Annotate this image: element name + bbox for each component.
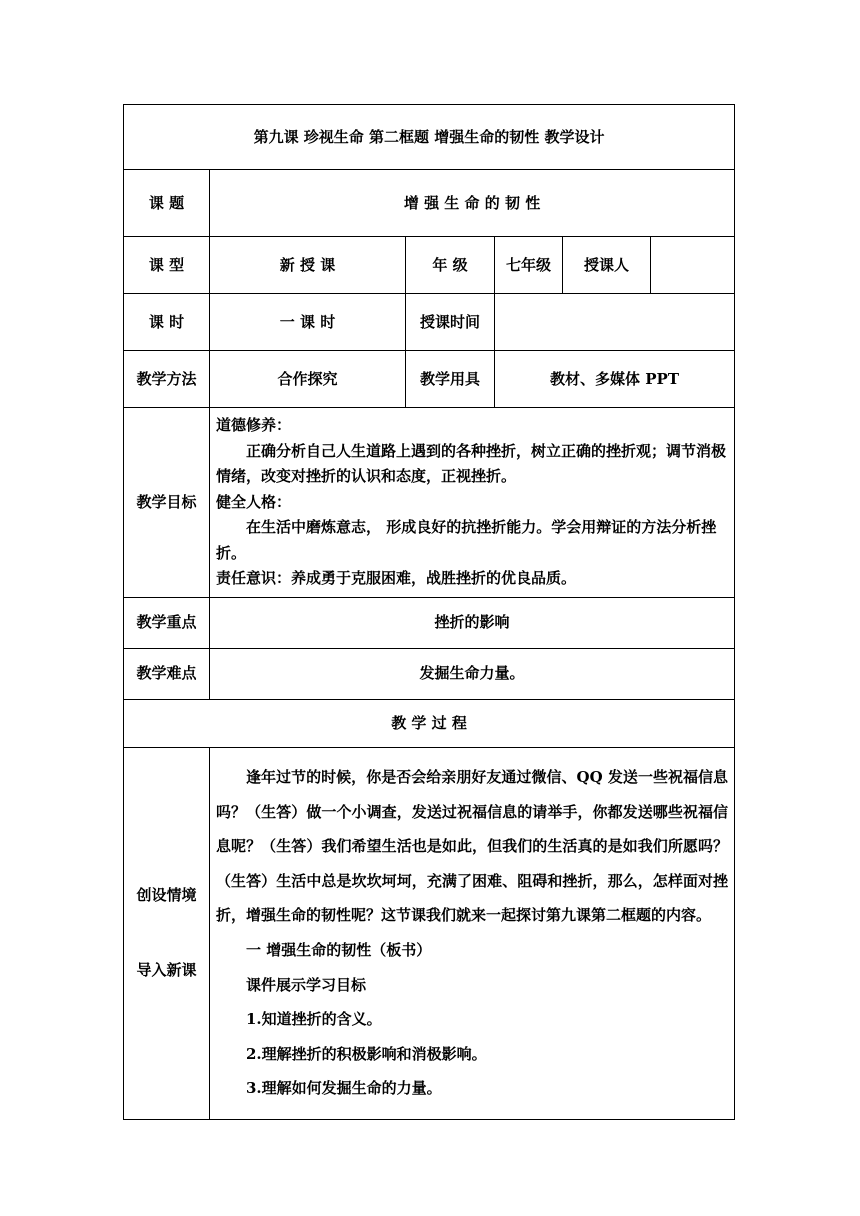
- process-header: 教 学 过 程: [124, 699, 735, 747]
- type-value: 新 授 课: [210, 237, 406, 294]
- teacher-label: 授课人: [563, 237, 651, 294]
- objectives-intro: 课件展示学习目标: [246, 975, 367, 994]
- difficulty-value: 发掘生命力量。: [210, 648, 735, 699]
- goal-responsibility-text: 责任意识：养成勇于克服困难，战胜挫折的优良品质。: [216, 569, 577, 587]
- objective-item: 3.理解如何发掘生命的力量。: [246, 1079, 442, 1098]
- process-row: [124, 747, 735, 1119]
- grade-label: 年 级: [406, 237, 495, 294]
- difficulty-label: 教学难点: [124, 648, 210, 699]
- hours-value: 一 课 时: [210, 294, 406, 351]
- topic-row: [124, 170, 735, 237]
- goals-content: [210, 408, 735, 598]
- teacher-value: [651, 237, 735, 294]
- objective-item: 1.知道挫折的含义。: [246, 1010, 382, 1029]
- document-title: 第九课 珍视生命 第二框题 增强生命的韧性 教学设计: [124, 105, 735, 170]
- introduce-lesson-label: 导入新课: [136, 961, 197, 979]
- topic-label: 课 题: [124, 170, 210, 237]
- process-header-row: [124, 699, 735, 747]
- method-row: [124, 351, 735, 408]
- intro-paragraph: 逢年过节的时候，你是否会给亲朋好友通过微信、QQ 发送一些祝福信息吗？（生答）做一个小调查，发送过祝福信息的请举手，你都发送哪些祝福信息呢？（生答）我们希望生活也是如此，但我们的生活真的是如我们所愿吗？（生答）生活中总是坎坎坷坷，充满了困难、阻碍和挫折，那么，怎样面对挫折，增强生命的韧性呢？这节课我们就来一起探讨第九课第二框题的内容。: [216, 768, 729, 925]
- teaching-time-label: 授课时间: [406, 294, 495, 351]
- teaching-time-value: [495, 294, 735, 351]
- method-label: 教学方法: [124, 351, 210, 408]
- tools-value: 教材、多媒体 PPT: [495, 351, 735, 408]
- goal-moral-heading: 道德修养：: [216, 416, 292, 434]
- process-side-labels: [124, 747, 210, 1119]
- hours-row: [124, 294, 735, 351]
- topic-value: 增 强 生 命 的 韧 性: [210, 170, 735, 237]
- key-point-value: 挫折的影响: [210, 597, 735, 648]
- goal-moral-text: 正确分析自己人生道路上遇到的各种挫折，树立正确的挫折观；调节消极情绪，改变对挫折的认识和态度，正视挫折。: [216, 441, 727, 485]
- objective-item: 2.理解挫折的积极影响和消极影响。: [246, 1044, 487, 1063]
- goal-personality-heading: 健全人格：: [216, 492, 292, 511]
- tools-label: 教学用具: [406, 351, 495, 408]
- grade-value: 七年级: [495, 237, 563, 294]
- key-point-label: 教学重点: [124, 597, 210, 648]
- title-row: [124, 105, 735, 170]
- type-row: [124, 237, 735, 294]
- lesson-plan-table: [123, 104, 735, 1120]
- goal-personality-text: 在生活中磨炼意志， 形成良好的抗挫折能力。学会用辩证的方法分析挫折。: [216, 518, 717, 562]
- hours-label: 课 时: [124, 294, 210, 351]
- goals-row: [124, 408, 735, 598]
- section-heading: 一 增强生命的韧性（板书）: [246, 941, 432, 959]
- key-point-row: [124, 597, 735, 648]
- create-situation-label: 创设情境: [136, 886, 197, 905]
- type-label: 课 型: [124, 237, 210, 294]
- process-content: [210, 747, 735, 1119]
- difficulty-row: [124, 648, 735, 699]
- goals-label: 教学目标: [124, 408, 210, 598]
- method-value: 合作探究: [210, 351, 406, 408]
